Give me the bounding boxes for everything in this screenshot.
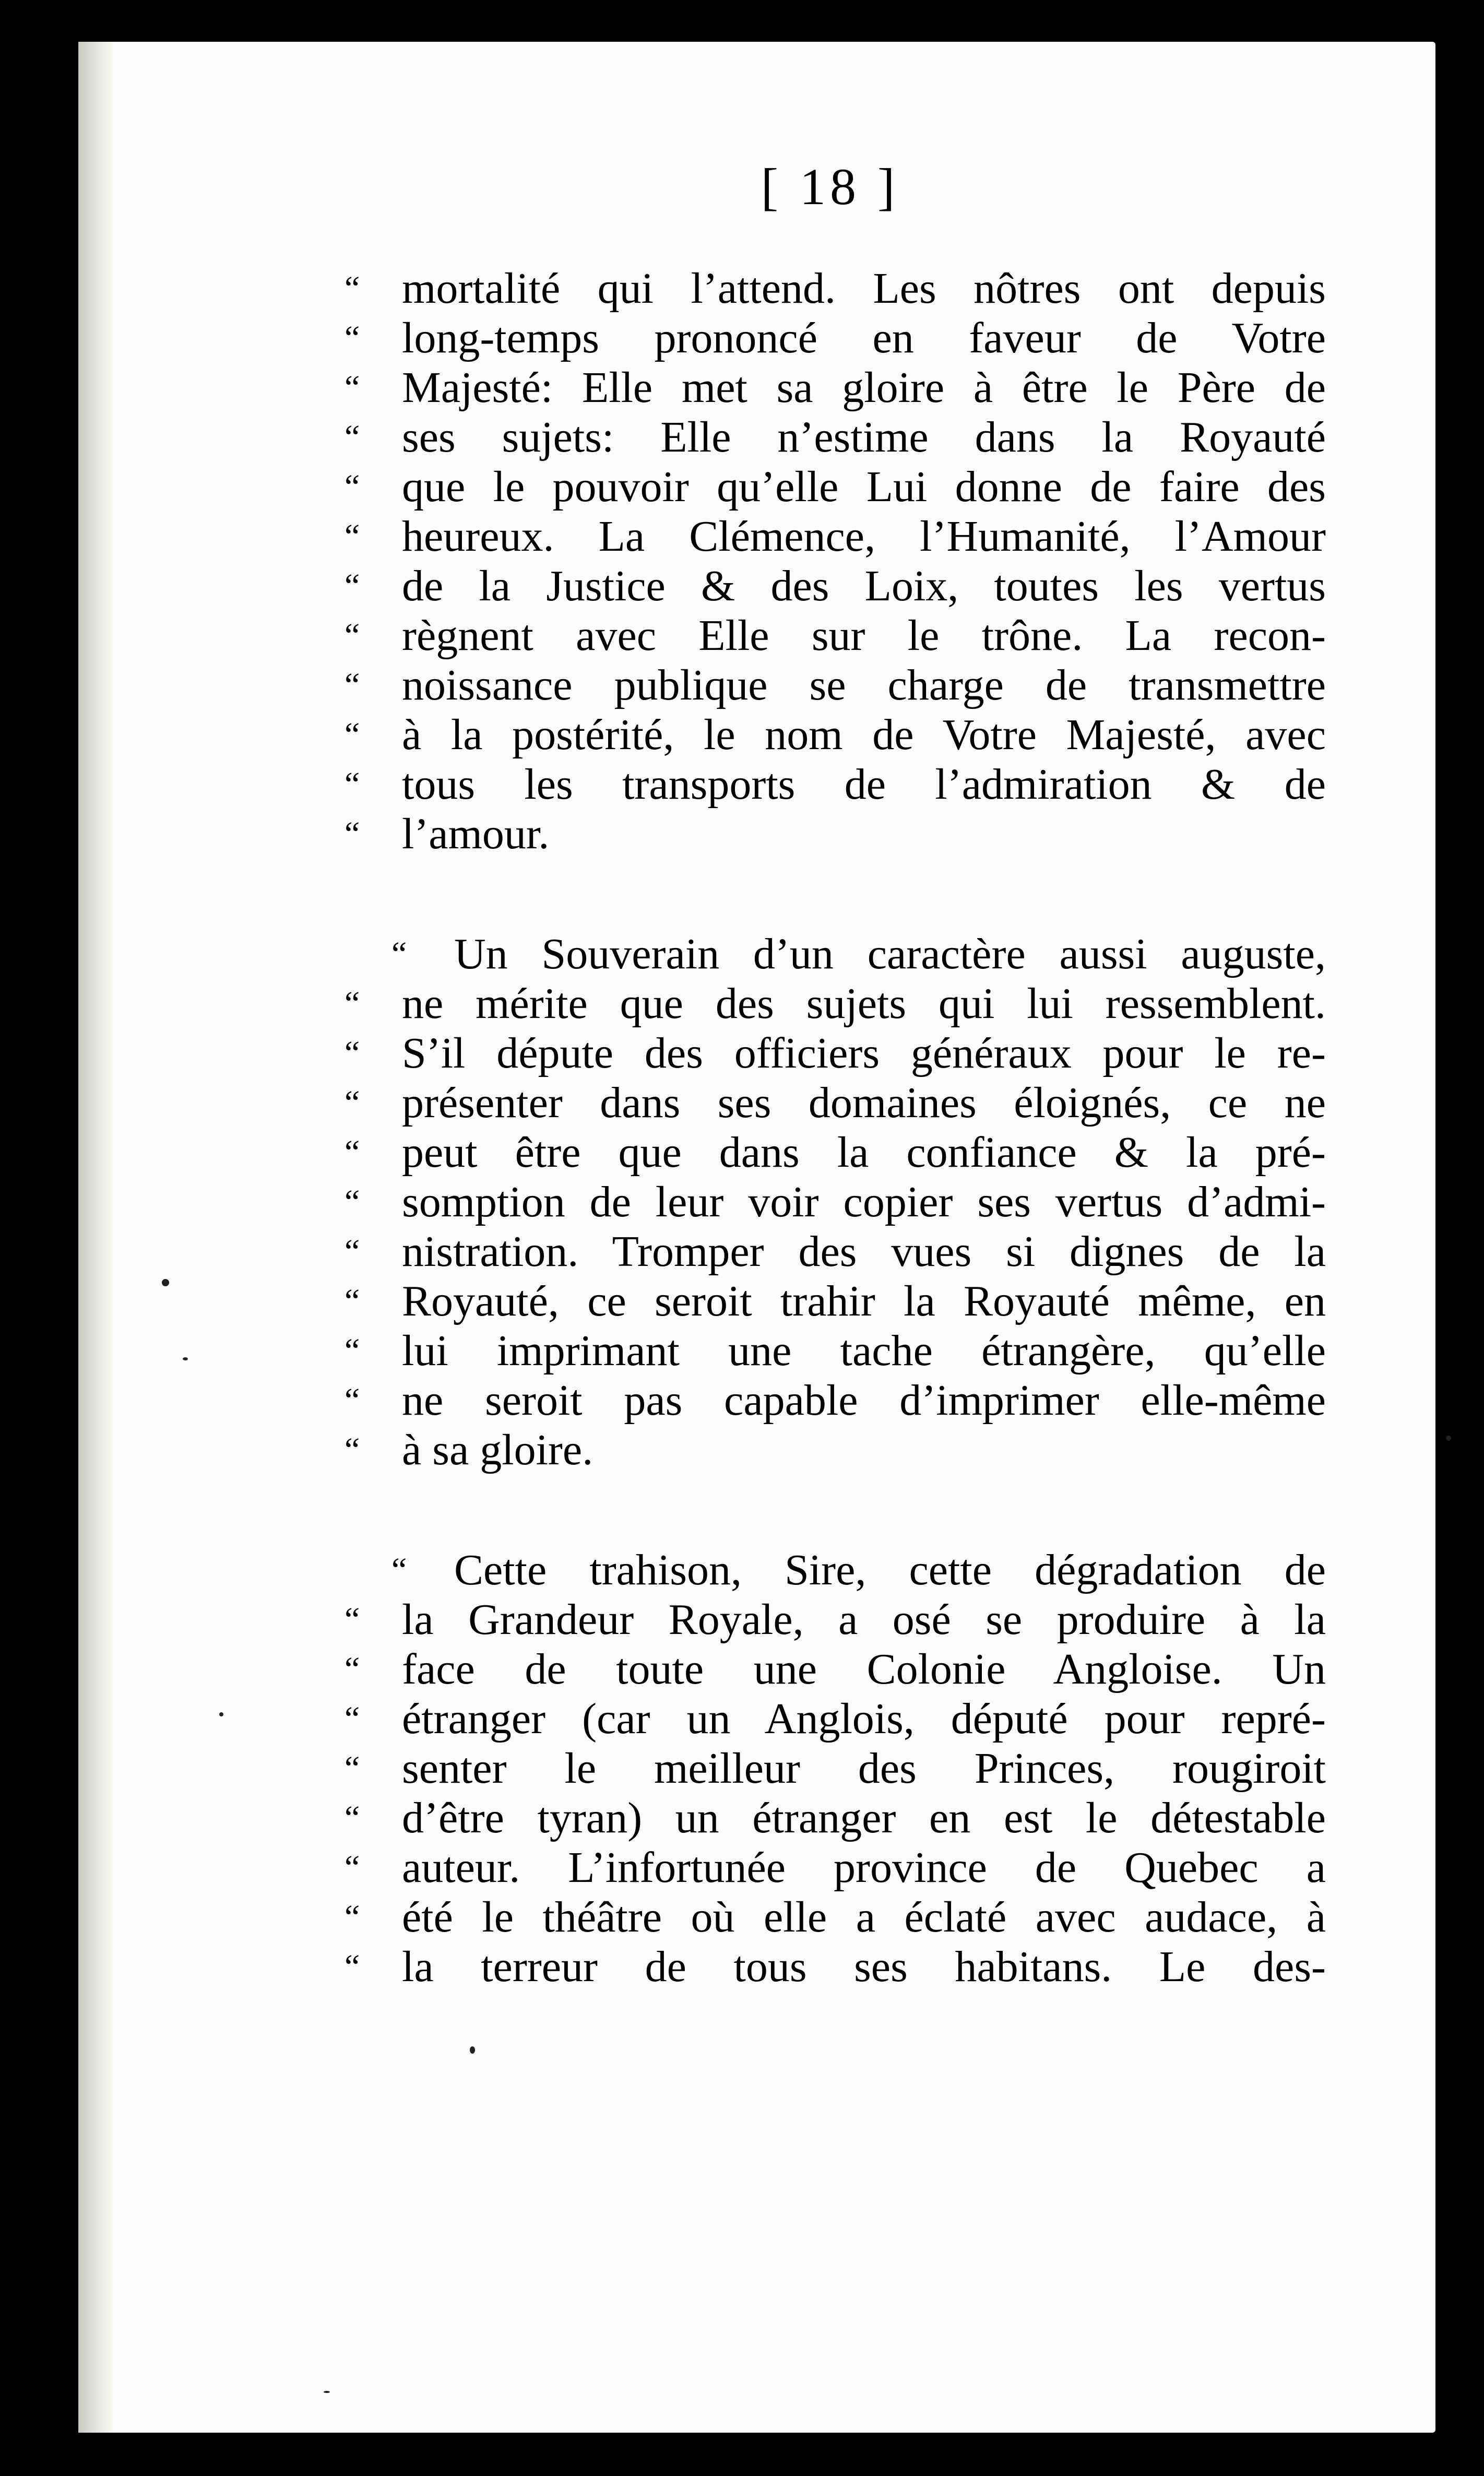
text-line: Un Souverain d’un caractère aussi auguste, <box>454 930 1326 978</box>
quote-mark: “ <box>345 1084 360 1122</box>
quote-mark: “ <box>345 1034 360 1072</box>
quote-mark: “ <box>345 1431 360 1469</box>
quote-mark: “ <box>345 1332 360 1370</box>
quote-mark: “ <box>345 985 360 1023</box>
quote-mark: “ <box>345 369 360 407</box>
quote-mark: “ <box>345 1381 360 1419</box>
scan-speck <box>183 1357 188 1360</box>
text-line: somption de leur voir copier ses vertus d’admi- <box>402 1178 1326 1226</box>
quote-mark: “ <box>345 1948 360 1986</box>
text-line: ses sujets: Elle n’estime dans la Royauté <box>402 413 1326 461</box>
scan-speck <box>470 2046 475 2054</box>
text-line: ne seroit pas capable d’imprimer elle-même <box>402 1376 1326 1425</box>
text-line: senter le meilleur des Princes, rougiroit <box>402 1744 1326 1793</box>
quote-mark: “ <box>345 617 360 655</box>
quote-mark: “ <box>345 815 360 853</box>
page-number: [ 18 ] <box>761 158 899 216</box>
quote-mark: “ <box>345 567 360 605</box>
quote-mark: “ <box>345 269 360 307</box>
text-line: la Grandeur Royale, a osé se produire à la <box>402 1595 1326 1644</box>
quote-mark: “ <box>345 1233 360 1271</box>
quote-mark: “ <box>345 1282 360 1320</box>
quote-mark: “ <box>345 517 360 555</box>
text-line: noissance publique se charge de transmettre <box>402 661 1326 709</box>
text-line: la terreur de tous ses habitans. Le des- <box>402 1942 1326 1991</box>
text-line: ne mérite que des sujets qui lui ressemblent. <box>402 979 1326 1028</box>
quote-mark: “ <box>345 1650 360 1688</box>
text-line: Royauté, ce seroit trahir la Royauté même, en <box>402 1277 1326 1325</box>
text-line: mortalité qui l’attend. Les nôtres ont depuis <box>402 264 1326 313</box>
quote-mark: “ <box>345 1898 360 1936</box>
text-line: long-temps prononcé en faveur de Votre <box>402 314 1326 362</box>
quote-mark: “ <box>345 1133 360 1171</box>
quote-mark: “ <box>391 1551 407 1589</box>
quote-mark: “ <box>345 1749 360 1787</box>
scan-speck <box>324 2391 330 2393</box>
text-line: à sa gloire. <box>402 1426 593 1474</box>
text-line: tous les transports de l’admiration & de <box>402 760 1326 809</box>
text-line: à la postérité, le nom de Votre Majesté, avec <box>402 710 1326 759</box>
quote-mark: “ <box>345 1601 360 1639</box>
quote-mark: “ <box>345 666 360 704</box>
text-line: peut être que dans la confiance & la pré- <box>402 1128 1326 1177</box>
text-line: d’être tyran) un étranger en est le détestable <box>402 1794 1326 1842</box>
quote-mark: “ <box>345 1799 360 1837</box>
text-line: de la Justice & des Loix, toutes les vertus <box>402 562 1326 610</box>
quote-mark: “ <box>345 1183 360 1221</box>
text-line: S’il députe des officiers généraux pour le re- <box>402 1029 1326 1077</box>
scan-speck <box>1446 1436 1451 1441</box>
text-line: règnent avec Elle sur le trône. La recon- <box>402 611 1326 660</box>
quote-mark: “ <box>345 765 360 803</box>
quote-mark: “ <box>345 468 360 506</box>
text-line: auteur. L’infortunée province de Quebec a <box>402 1843 1326 1892</box>
text-line: l’amour. <box>402 810 550 858</box>
quote-mark: “ <box>345 716 360 754</box>
quote-mark: “ <box>345 1849 360 1887</box>
text-line: heureux. La Clémence, l’Humanité, l’Amour <box>402 512 1326 561</box>
quote-mark: “ <box>391 935 407 973</box>
page-binding-shadow <box>78 42 115 2433</box>
scan-speck <box>162 1279 169 1286</box>
scan-speck <box>219 1712 223 1716</box>
text-line: Cette trahison, Sire, cette dégradation de <box>454 1546 1326 1594</box>
text-line: lui imprimant une tache étrangère, qu’elle <box>402 1326 1326 1375</box>
text-line: Majesté: Elle met sa gloire à être le Père de <box>402 363 1326 412</box>
quote-mark: “ <box>345 319 360 357</box>
text-line: présenter dans ses domaines éloignés, ce ne <box>402 1079 1326 1127</box>
text-line: face de toute une Colonie Angloise. Un <box>402 1645 1326 1693</box>
text-line: que le pouvoir qu’elle Lui donne de faire des <box>402 463 1326 511</box>
quote-mark: “ <box>345 1700 360 1738</box>
text-line: été le théâtre où elle a éclaté avec audace, à <box>402 1893 1326 1941</box>
text-line: étranger (car un Anglois, député pour repré- <box>402 1695 1326 1743</box>
quote-mark: “ <box>345 418 360 456</box>
text-line: nistration. Tromper des vues si dignes de la <box>402 1227 1326 1276</box>
